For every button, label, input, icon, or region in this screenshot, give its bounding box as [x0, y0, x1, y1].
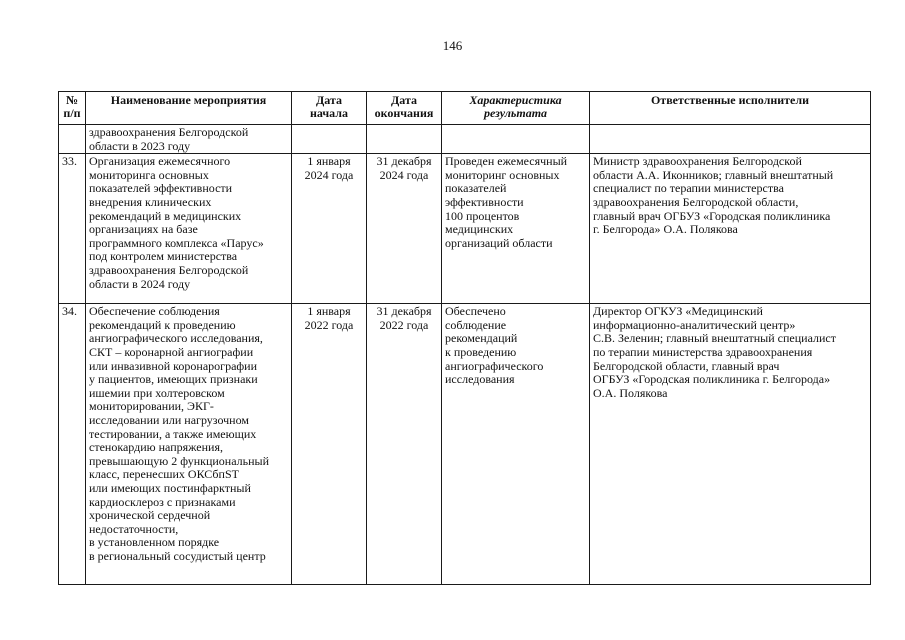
activity-name: Обеспечение соблюдения рекомендаций к проведению ангиографического исследования, СКТ – коронарной ангиографии или инвазивной коронарографии у пациентов, имеющих признаки ишемии при холтеровском мониторировании, ЭКГ- исследовании или нагрузочном тестировании, а также имеющих стенокардию напряжения, превышающую 2 функциональный класс, перенесших ОКСбпST или имеющих постинфарктный кардиосклероз с признаками хронической сердечной недостаточности, в установленном порядке в региональный сосудистый центр: [86, 304, 292, 585]
table-row: [59, 304, 871, 585]
row-number: 33.: [59, 154, 86, 304]
start-date: [292, 125, 367, 154]
start-date: 1 января 2022 года: [292, 304, 367, 585]
header-end-date: Дата окончания: [367, 92, 442, 125]
row-number: 34.: [59, 304, 86, 585]
header-activity-name: Наименование мероприятия: [86, 92, 292, 125]
header-number: № п/п: [59, 92, 86, 125]
table-header-row: [59, 92, 871, 125]
activities-table: [58, 91, 871, 585]
activity-name: Организация ежемесячного мониторинга основных показателей эффективности внедрения клинических рекомендаций в медицинских организациях на базе программного комплекса «Парус» под контролем министерства здравоохранения Белгородской области в 2024 году: [86, 154, 292, 304]
result-description: Проведен ежемесячный мониторинг основных показателей эффективности 100 процентов медицинских организаций области: [442, 154, 590, 304]
table-row: [59, 125, 871, 154]
header-responsible: Ответственные исполнители: [590, 92, 871, 125]
end-date: 31 декабря 2024 года: [367, 154, 442, 304]
responsible-persons: [590, 125, 871, 154]
responsible-persons: Директор ОГКУЗ «Медицинский информационно-аналитический центр» С.В. Зеленин; главный внештатный специалист по терапии министерства здравоохранения Белгородской области, главный врач ОГБУЗ «Городская поликлиника г. Белгорода» О.А. Полякова: [590, 304, 871, 585]
responsible-persons: Министр здравоохранения Белгородской области А.А. Иконников; главный внештатный специалист по терапии министерства здравоохранения Белгородской области, главный врач ОГБУЗ «Городская поликлиника г. Белгорода» О.А. Полякова: [590, 154, 871, 304]
table-row: [59, 154, 871, 304]
end-date: [367, 125, 442, 154]
header-start-date: Дата начала: [292, 92, 367, 125]
result-description: Обеспечено соблюдение рекомендаций к проведению ангиографического исследования: [442, 304, 590, 585]
page-number: 146: [442, 38, 463, 53]
result-description: [442, 125, 590, 154]
start-date: 1 января 2024 года: [292, 154, 367, 304]
end-date: 31 декабря 2022 года: [367, 304, 442, 585]
activity-name: здравоохранения Белгородской области в 2023 году: [86, 125, 292, 154]
row-number: [59, 125, 86, 154]
header-result: Характеристика результата: [442, 92, 590, 125]
